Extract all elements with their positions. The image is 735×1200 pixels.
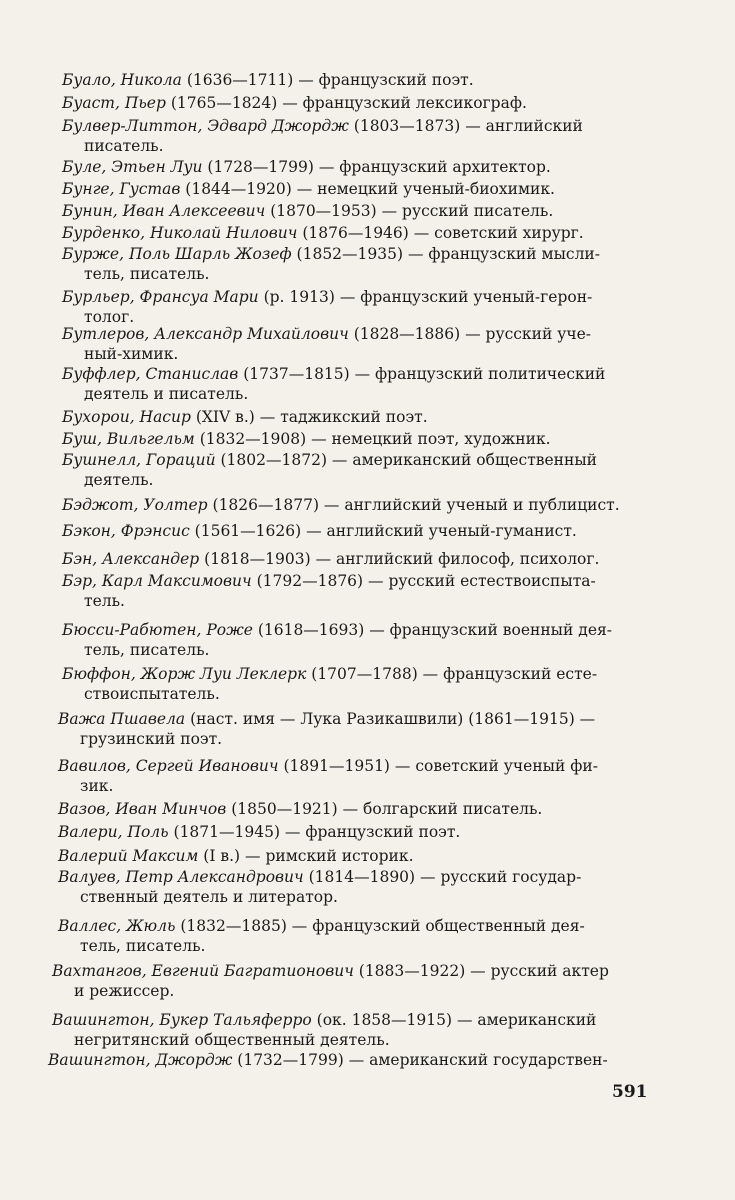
entry-continuation: негритянский общественный деятель. xyxy=(74,1031,390,1049)
entry-text: (1876—1946) — советский хирург. xyxy=(297,224,584,242)
entry-text: (1818—1903) — английский философ, психолог. xyxy=(199,550,600,568)
entry-continuation: писатель. xyxy=(84,137,164,155)
entry-name: Валери, Поль xyxy=(58,823,169,841)
entry-text: (1850—1921) — болгарский писатель. xyxy=(226,800,543,818)
entry-name: Вазов, Иван Минчов xyxy=(58,800,227,818)
entry-name: Бэн, Александер xyxy=(62,550,200,568)
entry-name: Булвер-Литтон, Эдвард Джордж xyxy=(62,117,349,135)
entry-text: (1732—1799) — американский государствен- xyxy=(232,1051,608,1069)
entry-text: (р. 1913) — французский ученый-герон- xyxy=(258,288,593,306)
entry-text: (1802—1872) — американский общественный xyxy=(215,451,598,469)
entry-name: Бэкон, Фрэнсис xyxy=(62,522,190,540)
entry-continuation: толог. xyxy=(84,308,135,326)
entry-text: (1561—1626) — английский ученый-гуманист. xyxy=(189,522,577,540)
entry xyxy=(62,364,672,404)
entry-name: Бушнелл, Гораций xyxy=(62,451,216,469)
entry-text: (1707—1788) — французский есте- xyxy=(306,665,598,683)
entry xyxy=(62,116,672,156)
entry xyxy=(62,93,672,113)
entry xyxy=(62,664,672,704)
entry-text: (1618—1693) — французский военный дея- xyxy=(252,621,613,639)
entry-name: Вашингтон, Джордж xyxy=(48,1051,233,1069)
entry xyxy=(52,961,662,1001)
entry-continuation: тель, писатель. xyxy=(80,937,206,955)
entry-continuation: тель. xyxy=(84,592,125,610)
entry-name: Бунге, Густав xyxy=(62,180,181,198)
page-number: 591 xyxy=(612,1082,648,1102)
entry-name: Важа Пшавела xyxy=(58,710,186,728)
entry-name: Буш, Вильгельм xyxy=(62,430,195,448)
entry-continuation: грузинский поэт. xyxy=(80,730,223,748)
entry-name: Буле, Этьен Луи xyxy=(62,158,203,176)
entry-text: (1803—1873) — английский xyxy=(348,117,583,135)
entry xyxy=(62,244,672,284)
entry-continuation: деятель. xyxy=(84,471,154,489)
entry-text: (ок. 1858—1915) — американский xyxy=(311,1011,597,1029)
entry xyxy=(62,407,672,427)
entry-name: Буало, Никола xyxy=(62,71,182,89)
entry-text: (1870—1953) — русский писатель. xyxy=(265,202,554,220)
entry-text: (1844—1920) — немецкий ученый-биохимик. xyxy=(180,180,555,198)
entry-name: Бюсси-Рабютен, Роже xyxy=(62,621,253,639)
entry-text: (1765—1824) — французский лексикограф. xyxy=(165,94,527,112)
entry-name: Бэр, Карл Максимович xyxy=(62,572,252,590)
entry-name: Валлес, Жюль xyxy=(58,917,176,935)
entry xyxy=(58,846,668,866)
entry-name: Бутлеров, Александр Михайлович xyxy=(62,325,349,343)
entry xyxy=(62,201,672,221)
entry-continuation: ственный деятель и литератор. xyxy=(80,888,338,906)
entry-text: (1891—1951) — советский ученый фи- xyxy=(278,757,598,775)
entry-continuation: и режиссер. xyxy=(74,982,175,1000)
entry xyxy=(62,287,672,327)
entry xyxy=(62,70,672,90)
entry-name: Буаст, Пьер xyxy=(62,94,166,112)
entry-continuation: ный-химик. xyxy=(84,345,179,363)
entry xyxy=(58,867,668,907)
entry xyxy=(62,223,672,243)
entry-text: (1636—1711) — французский поэт. xyxy=(181,71,474,89)
entry-text: (XIV в.) — таджикский поэт. xyxy=(190,408,428,426)
entry-name: Валерий Максим xyxy=(58,847,199,865)
entry xyxy=(58,799,668,819)
entry-text: (1828—1886) — русский уче- xyxy=(348,325,591,343)
entry xyxy=(62,429,672,449)
entry-text: (1826—1877) — английский ученый и публицист. xyxy=(207,496,620,514)
entry xyxy=(62,324,672,364)
entry xyxy=(58,916,668,956)
entry-name: Вахтангов, Евгений Багратионович xyxy=(52,962,354,980)
entry xyxy=(48,1050,658,1070)
entry-continuation: деятель и писатель. xyxy=(84,385,249,403)
entry xyxy=(62,549,672,569)
entry-name: Бурже, Поль Шарль Жозеф xyxy=(62,245,292,263)
entry-name: Вавилов, Сергей Иванович xyxy=(58,757,279,775)
entry-name: Валуев, Петр Александрович xyxy=(58,868,304,886)
entry xyxy=(62,495,672,515)
entry-continuation: зик. xyxy=(80,777,114,795)
entry-text: (1852—1935) — французский мысли- xyxy=(291,245,601,263)
entry-name: Бунин, Иван Алексеевич xyxy=(62,202,266,220)
entry-text: (1728—1799) — французский архитектор. xyxy=(202,158,551,176)
entry xyxy=(58,709,668,749)
entry-text: (1814—1890) — русский государ- xyxy=(303,868,582,886)
entry xyxy=(52,1010,662,1050)
entry xyxy=(62,179,672,199)
entry xyxy=(62,620,672,660)
entry xyxy=(58,822,668,842)
entry xyxy=(62,450,672,490)
entry-text: (1792—1876) — русский естествоиспыта- xyxy=(251,572,596,590)
entry xyxy=(62,521,672,541)
entry-continuation: тель, писатель. xyxy=(84,265,210,283)
entry-text: (I в.) — римский историк. xyxy=(198,847,414,865)
entry xyxy=(62,571,672,611)
entry-text: (1737—1815) — французский политический xyxy=(238,365,606,383)
entry-name: Бухорои, Насир xyxy=(62,408,191,426)
entry-text: (1832—1908) — немецкий поэт, художник. xyxy=(194,430,551,448)
entry-name: Бурльер, Франсуа Мари xyxy=(62,288,259,306)
entry-name: Вашингтон, Букер Тальяферро xyxy=(52,1011,312,1029)
entry-continuation: ствоиспытатель. xyxy=(84,685,220,703)
entry-name: Бэджот, Уолтер xyxy=(62,496,208,514)
entry-name: Буффлер, Станислав xyxy=(62,365,239,383)
entry-text: (наст. имя — Лука Разикашвили) (1861—1915) — xyxy=(185,710,596,728)
entry-text: (1871—1945) — французский поэт. xyxy=(168,823,461,841)
entry-name: Бюффон, Жорж Луи Леклерк xyxy=(62,665,307,683)
entry-text: (1883—1922) — русский актер xyxy=(353,962,609,980)
entry-text: (1832—1885) — французский общественный дея- xyxy=(175,917,585,935)
entry-name: Бурденко, Николай Нилович xyxy=(62,224,298,242)
entry-continuation: тель, писатель. xyxy=(84,641,210,659)
entry xyxy=(58,756,668,796)
entry xyxy=(62,157,672,177)
